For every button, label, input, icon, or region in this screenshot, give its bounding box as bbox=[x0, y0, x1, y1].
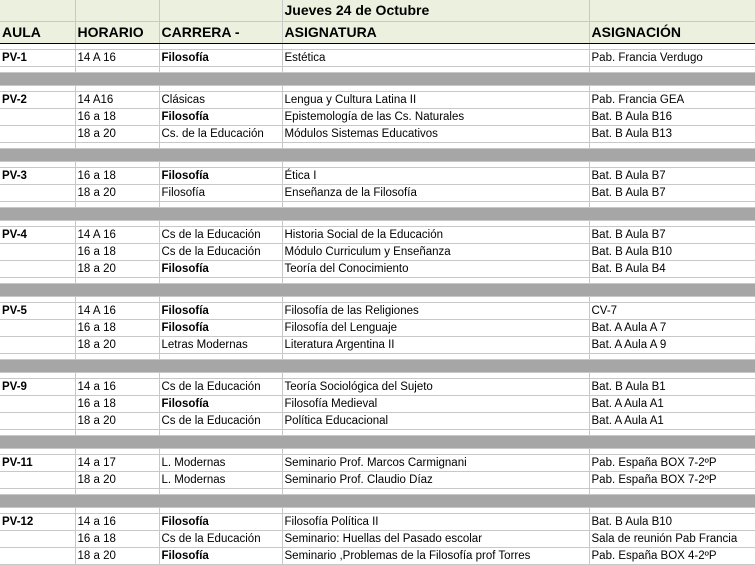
cell-asignacion[interactable]: Pab. España BOX 7-2ºP bbox=[589, 455, 755, 472]
cell-blank[interactable] bbox=[589, 0, 755, 22]
cell-asignatura[interactable]: Enseñanza de la Filosofía bbox=[282, 185, 589, 202]
cell-aula[interactable] bbox=[0, 244, 75, 261]
cell-horario[interactable]: 18 a 20 bbox=[75, 261, 159, 278]
cell-horario[interactable]: 16 a 18 bbox=[75, 531, 159, 548]
cell-horario[interactable]: 16 a 18 bbox=[75, 396, 159, 413]
table-row bbox=[0, 168, 755, 185]
cell-asignatura[interactable]: Literatura Argentina II bbox=[282, 337, 589, 354]
cell-horario[interactable]: 18 a 20 bbox=[75, 413, 159, 430]
cell-asignatura[interactable]: Filosofía Política II bbox=[282, 514, 589, 531]
cell-horario[interactable]: 14 A 16 bbox=[75, 303, 159, 320]
cell-carrera[interactable]: Cs. de la Educación bbox=[159, 126, 282, 143]
table-row bbox=[0, 185, 755, 202]
cell-blank[interactable] bbox=[0, 0, 75, 22]
table-row bbox=[0, 320, 755, 337]
separator-row bbox=[0, 360, 755, 373]
cell-carrera[interactable]: Filosofía bbox=[159, 320, 282, 337]
cell-aula[interactable]: PV-2 bbox=[0, 92, 75, 109]
cell-carrera[interactable]: Cs de la Educación bbox=[159, 413, 282, 430]
cell-horario[interactable]: 18 a 20 bbox=[75, 185, 159, 202]
cell-carrera[interactable]: Filosofía bbox=[159, 396, 282, 413]
cell-aula[interactable] bbox=[0, 337, 75, 354]
cell-aula[interactable]: PV-11 bbox=[0, 455, 75, 472]
cell-carrera[interactable]: Cs de la Educación bbox=[159, 227, 282, 244]
cell-asignatura[interactable]: Teoría Sociológica del Sujeto bbox=[282, 379, 589, 396]
cell-asignacion[interactable]: Bat. B Aula B7 bbox=[589, 227, 755, 244]
cell-asignatura[interactable]: Filosofía del Lenguaje bbox=[282, 320, 589, 337]
cell-carrera[interactable]: L. Modernas bbox=[159, 455, 282, 472]
cell-asignacion[interactable]: Bat. A Aula A 9 bbox=[589, 337, 755, 354]
cell-asignatura[interactable]: Filosofía de las Religiones bbox=[282, 303, 589, 320]
cell-aula[interactable]: PV-9 bbox=[0, 379, 75, 396]
table-row bbox=[0, 261, 755, 278]
cell-horario[interactable]: 16 a 18 bbox=[75, 320, 159, 337]
cell-asignatura[interactable]: Epistemología de las Cs. Naturales bbox=[282, 109, 589, 126]
cell-horario[interactable]: 18 a 20 bbox=[75, 472, 159, 489]
cell-asignacion[interactable]: Pab. España BOX 4-2ºP bbox=[589, 548, 755, 565]
header-row bbox=[0, 22, 755, 44]
cell-carrera[interactable]: Filosofía bbox=[159, 168, 282, 185]
table-row bbox=[0, 455, 755, 472]
separator-row bbox=[0, 208, 755, 221]
header-asignatura[interactable]: ASIGNATURA bbox=[282, 22, 589, 44]
cell-carrera[interactable]: Cs de la Educación bbox=[159, 531, 282, 548]
cell-carrera[interactable]: Cs de la Educación bbox=[159, 244, 282, 261]
table-row bbox=[0, 548, 755, 565]
cell-asignacion[interactable]: Bat. B Aula B7 bbox=[589, 168, 755, 185]
cell-asignacion[interactable]: Bat. A Aula A 7 bbox=[589, 320, 755, 337]
table-row bbox=[0, 379, 755, 396]
cell-carrera[interactable]: Filosofía bbox=[159, 109, 282, 126]
cell-carrera[interactable]: Cs de la Educación bbox=[159, 379, 282, 396]
cell-horario[interactable]: 18 a 20 bbox=[75, 337, 159, 354]
header-aula[interactable]: AULA bbox=[0, 22, 75, 44]
cell-asignacion[interactable]: Pab. Francia GEA bbox=[589, 92, 755, 109]
cell-aula[interactable] bbox=[0, 413, 75, 430]
table-row bbox=[0, 337, 755, 354]
cell-horario[interactable]: 14 a 16 bbox=[75, 514, 159, 531]
cell-horario[interactable]: 14 A 16 bbox=[75, 50, 159, 67]
header-asignacion[interactable]: ASIGNACIÓN bbox=[589, 22, 755, 44]
cell-asignacion[interactable]: Bat. A Aula A1 bbox=[589, 396, 755, 413]
cell-aula[interactable]: PV-4 bbox=[0, 227, 75, 244]
separator-row bbox=[0, 284, 755, 297]
cell-aula[interactable]: PV-1 bbox=[0, 50, 75, 67]
table-row bbox=[0, 514, 755, 531]
cell-aula[interactable] bbox=[0, 472, 75, 489]
cell-aula[interactable]: PV-3 bbox=[0, 168, 75, 185]
cell-aula[interactable] bbox=[0, 109, 75, 126]
cell-carrera[interactable]: Filosofía bbox=[159, 50, 282, 67]
table-row bbox=[0, 531, 755, 548]
cell-asignacion[interactable]: Pab. España BOX 7-2ºP bbox=[589, 472, 755, 489]
cell-carrera[interactable]: Filosofía bbox=[159, 261, 282, 278]
cell-asignatura[interactable]: Módulo Curriculum y Enseñanza bbox=[282, 244, 589, 261]
cell-asignacion[interactable]: Bat. B Aula B10 bbox=[589, 514, 755, 531]
cell-asignacion[interactable]: CV-7 bbox=[589, 303, 755, 320]
table-row bbox=[0, 109, 755, 126]
cell-asignatura[interactable]: Estética bbox=[282, 50, 589, 67]
cell-asignatura[interactable]: Historia Social de la Educación bbox=[282, 227, 589, 244]
table-row bbox=[0, 303, 755, 320]
cell-asignacion[interactable]: Bat. B Aula B7 bbox=[589, 185, 755, 202]
cell-aula[interactable] bbox=[0, 185, 75, 202]
table-row bbox=[0, 472, 755, 489]
cell-asignacion[interactable]: Pab. Francia Verdugo bbox=[589, 50, 755, 67]
cell-asignatura[interactable]: Seminario ,Problemas de la Filosofía prof Torres bbox=[282, 548, 589, 565]
table-row bbox=[0, 396, 755, 413]
cell-asignatura[interactable]: Seminario: Huellas del Pasado escolar bbox=[282, 531, 589, 548]
header-horario[interactable]: HORARIO bbox=[75, 22, 159, 44]
cell-carrera[interactable]: Letras Modernas bbox=[159, 337, 282, 354]
separator-row bbox=[0, 495, 755, 508]
cell-asignacion[interactable]: Bat. B Aula B13 bbox=[589, 126, 755, 143]
cell-blank[interactable] bbox=[75, 0, 159, 22]
table-row bbox=[0, 244, 755, 261]
cell-carrera[interactable]: Filosofía bbox=[159, 514, 282, 531]
cell-aula[interactable]: PV-5 bbox=[0, 303, 75, 320]
cell-asignatura[interactable]: Lengua y Cultura Latina II bbox=[282, 92, 589, 109]
table-row bbox=[0, 227, 755, 244]
cell-asignacion[interactable]: Bat. B Aula B1 bbox=[589, 379, 755, 396]
cell-asignacion[interactable]: Sala de reunión Pab Francia bbox=[589, 531, 755, 548]
table-row bbox=[0, 413, 755, 430]
cell-asignacion[interactable]: Bat. B Aula B10 bbox=[589, 244, 755, 261]
separator-row bbox=[0, 436, 755, 449]
cell-horario[interactable]: 14 A16 bbox=[75, 92, 159, 109]
cell-asignatura[interactable]: Política Educacional bbox=[282, 413, 589, 430]
cell-carrera[interactable]: Filosofía bbox=[159, 548, 282, 565]
cell-horario[interactable]: 16 a 18 bbox=[75, 168, 159, 185]
cell-asignatura[interactable]: Teoría del Conocimiento bbox=[282, 261, 589, 278]
header-carrera[interactable]: CARRERA - bbox=[159, 22, 282, 44]
cell-asignatura[interactable]: Seminario Prof. Claudio Díaz bbox=[282, 472, 589, 489]
page-title[interactable]: Jueves 24 de Octubre bbox=[282, 0, 589, 22]
cell-horario[interactable]: 14 A 16 bbox=[75, 227, 159, 244]
table-row bbox=[0, 92, 755, 109]
cell-aula[interactable] bbox=[0, 396, 75, 413]
cell-carrera[interactable]: Filosofía bbox=[159, 185, 282, 202]
cell-aula[interactable] bbox=[0, 531, 75, 548]
cell-asignatura[interactable]: Ética I bbox=[282, 168, 589, 185]
cell-horario[interactable]: 18 a 20 bbox=[75, 126, 159, 143]
cell-asignacion[interactable]: Bat. B Aula B4 bbox=[589, 261, 755, 278]
title-row bbox=[0, 0, 755, 22]
cell-horario[interactable]: 18 a 20 bbox=[75, 548, 159, 565]
cell-aula[interactable] bbox=[0, 126, 75, 143]
cell-asignatura[interactable]: Filosofía Medieval bbox=[282, 396, 589, 413]
table-row bbox=[0, 50, 755, 67]
cell-aula[interactable]: PV-12 bbox=[0, 514, 75, 531]
cell-blank[interactable] bbox=[159, 0, 282, 22]
cell-carrera[interactable]: Filosofía bbox=[159, 303, 282, 320]
cell-carrera[interactable]: L. Modernas bbox=[159, 472, 282, 489]
cell-horario[interactable]: 16 a 18 bbox=[75, 109, 159, 126]
cell-asignatura[interactable]: Módulos Sistemas Educativos bbox=[282, 126, 589, 143]
separator-row bbox=[0, 149, 755, 162]
cell-aula[interactable] bbox=[0, 261, 75, 278]
cell-horario[interactable]: 16 a 18 bbox=[75, 244, 159, 261]
cell-asignatura[interactable]: Seminario Prof. Marcos Carmignani bbox=[282, 455, 589, 472]
cell-aula[interactable] bbox=[0, 548, 75, 565]
cell-horario[interactable]: 14 a 17 bbox=[75, 455, 159, 472]
cell-asignacion[interactable]: Bat. B Aula B16 bbox=[589, 109, 755, 126]
table-row bbox=[0, 126, 755, 143]
cell-aula[interactable] bbox=[0, 320, 75, 337]
cell-carrera[interactable]: Clásicas bbox=[159, 92, 282, 109]
cell-horario[interactable]: 14 a 16 bbox=[75, 379, 159, 396]
separator-row bbox=[0, 73, 755, 86]
cell-asignacion[interactable]: Bat. A Aula A1 bbox=[589, 413, 755, 430]
